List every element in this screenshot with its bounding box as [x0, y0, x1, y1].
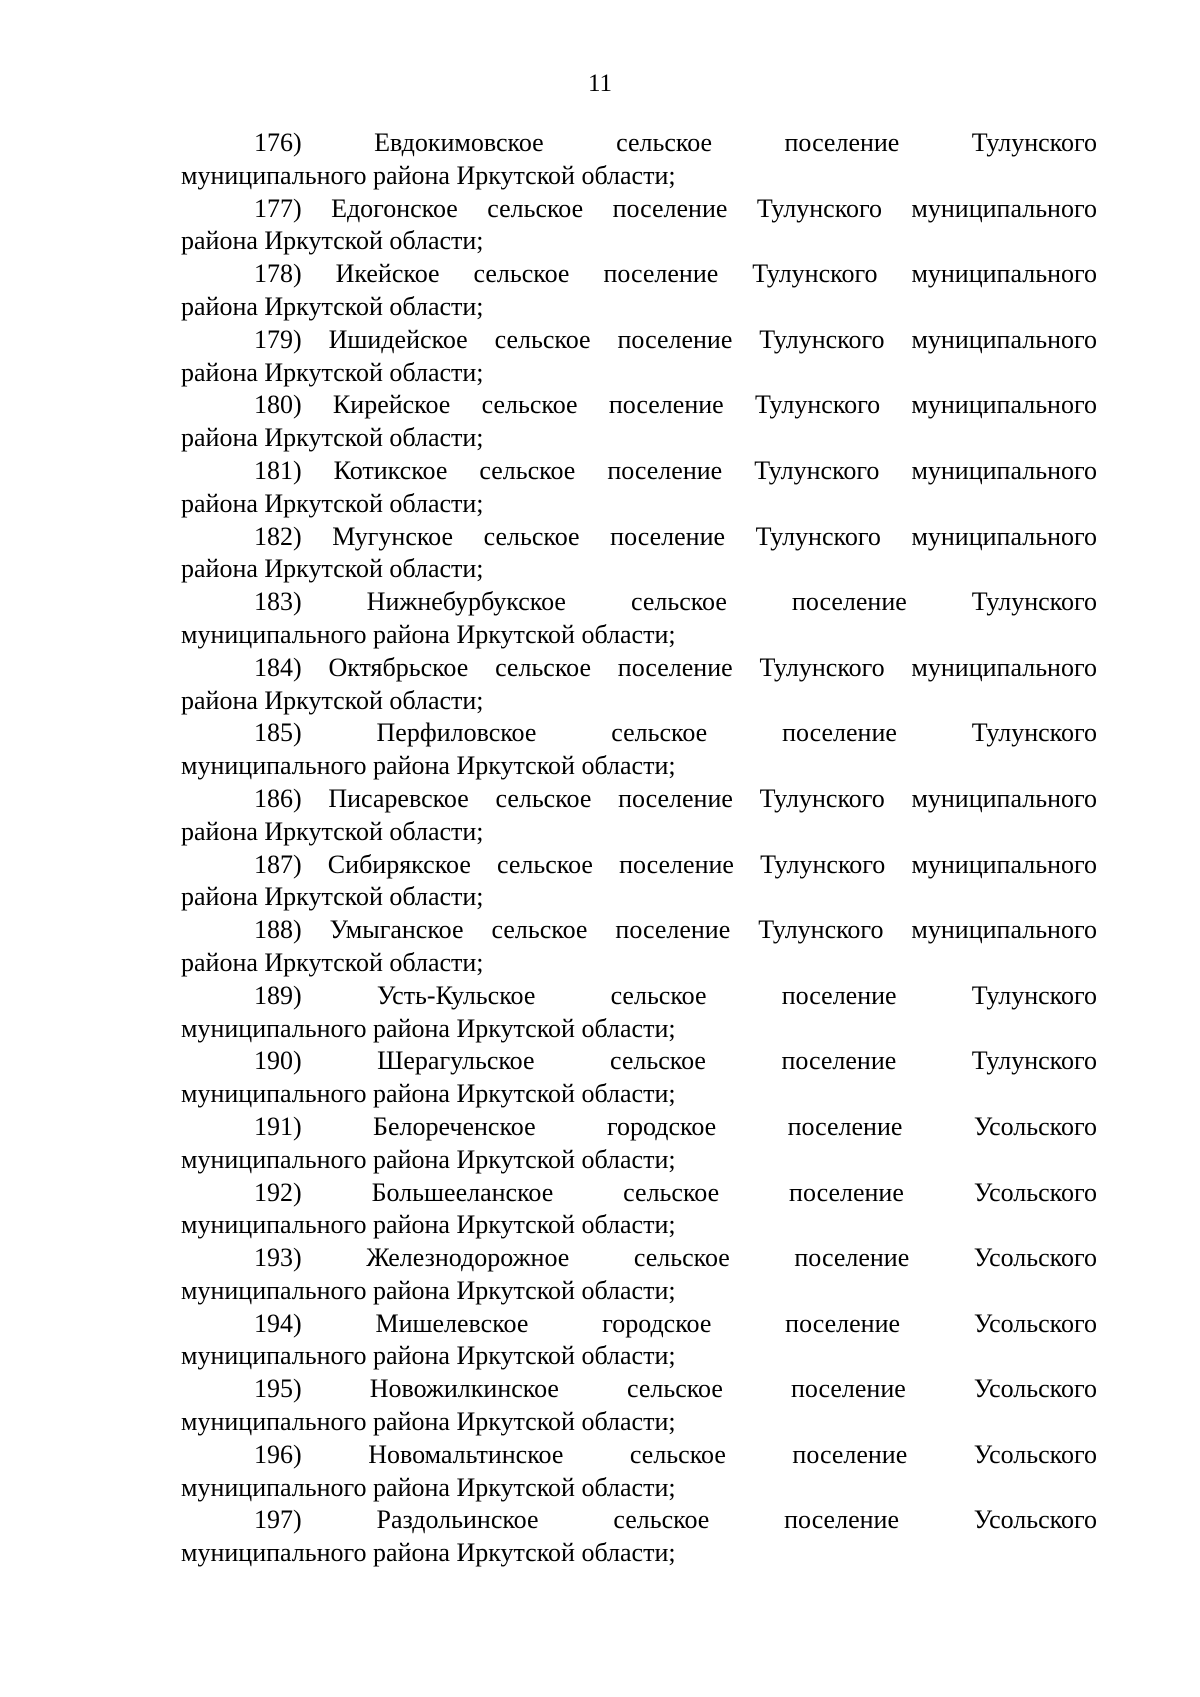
list-item-first-line: 186) Писаревское сельское поселение Тулунского муниципального: [254, 783, 1097, 813]
list-item-first-line: 196) Новомальтинское сельское поселение Усольского: [254, 1439, 1097, 1469]
list-item-first-line: 185) Перфиловское сельское поселение Тулунского: [254, 718, 1097, 748]
list-item-continuation: муниципального района Иркутской области;: [181, 1538, 676, 1568]
list-item-continuation: района Иркутской области;: [181, 882, 484, 912]
list-item: [181, 258, 1097, 324]
list-item-continuation: муниципального района Иркутской области;: [181, 1079, 676, 1109]
list-item-first-line: 193) Железнодорожное сельское поселение Усольского: [254, 1243, 1097, 1273]
list-item-first-line: 191) Белореченское городское поселение Усольского: [254, 1111, 1097, 1141]
list-item-continuation: муниципального района Иркутской области;: [181, 1407, 676, 1437]
list-item: [181, 717, 1097, 783]
list-item-continuation: района Иркутской области;: [181, 488, 484, 518]
list-item: [181, 783, 1097, 849]
list-item-first-line: 192) Большееланское сельское поселение Усольского: [254, 1177, 1097, 1207]
list-item-continuation: района Иркутской области;: [181, 554, 484, 584]
list-item-first-line: 190) Шерагульское сельское поселение Тулунского: [254, 1046, 1097, 1076]
list-item-continuation: района Иркутской области;: [181, 423, 484, 453]
list-item-continuation: района Иркутской области;: [181, 357, 484, 387]
page-number: 11: [587, 70, 613, 97]
list-item-first-line: 194) Мишелевское городское поселение Усольского: [254, 1308, 1097, 1338]
list-item: [181, 324, 1097, 390]
list-item: [181, 1373, 1097, 1439]
list-item-continuation: муниципального района Иркутской области;: [181, 1472, 676, 1502]
list-item-first-line: 195) Новожилкинское сельское поселение Усольского: [254, 1374, 1097, 1404]
list-item-continuation: муниципального района Иркутской области;: [181, 1144, 676, 1174]
list-item: [181, 521, 1097, 587]
list-item-first-line: 188) Умыганское сельское поселение Тулунского муниципального: [254, 915, 1097, 945]
list-item: [181, 1308, 1097, 1374]
list-item-first-line: 197) Раздольинское сельское поселение Усольского: [254, 1505, 1097, 1535]
list-item-first-line: 182) Мугунское сельское поселение Тулунского муниципального: [254, 521, 1097, 551]
list-item: [181, 586, 1097, 652]
list-item-first-line: 179) Ишидейское сельское поселение Тулунского муниципального: [254, 324, 1097, 354]
list-item: [181, 127, 1097, 193]
list-item-first-line: 180) Кирейское сельское поселение Тулунского муниципального: [254, 390, 1097, 420]
list-item-first-line: 177) Едогонское сельское поселение Тулунского муниципального: [254, 193, 1097, 223]
list-item-first-line: 187) Сибирякское сельское поселение Тулунского муниципального: [254, 849, 1097, 879]
list-item: [181, 980, 1097, 1046]
list-item-first-line: 176) Евдокимовское сельское поселение Тулунского: [254, 128, 1097, 157]
list-item-continuation: муниципального района Иркутской области;: [181, 160, 676, 190]
list-item: [181, 1504, 1097, 1570]
settlement-list: [181, 127, 1097, 1570]
list-item: [181, 389, 1097, 455]
list-item: [181, 1045, 1097, 1111]
list-item: [181, 652, 1097, 718]
list-item: [181, 1439, 1097, 1505]
list-item-continuation: муниципального района Иркутской области;: [181, 1275, 676, 1305]
list-item: [181, 849, 1097, 915]
list-item-continuation: муниципального района Иркутской области;: [181, 1210, 676, 1240]
list-item-continuation: района Иркутской области;: [181, 816, 484, 846]
list-item-first-line: 189) Усть-Кульское сельское поселение Тулунского: [254, 980, 1097, 1010]
list-item-continuation: района Иркутской области;: [181, 291, 484, 321]
list-item: [181, 1111, 1097, 1177]
list-item-continuation: муниципального района Иркутской области;: [181, 751, 676, 781]
list-item: [181, 914, 1097, 980]
list-item-continuation: района Иркутской области;: [181, 226, 484, 256]
list-item-first-line: 183) Нижнебурбукское сельское поселение Тулунского: [254, 587, 1097, 617]
list-item: [181, 455, 1097, 521]
list-item-first-line: 181) Котикское сельское поселение Тулунского муниципального: [254, 455, 1097, 485]
list-item-continuation: муниципального района Иркутской области;: [181, 1013, 676, 1043]
list-item: [181, 1177, 1097, 1243]
list-item-continuation: района Иркутской области;: [181, 947, 484, 977]
list-item: [181, 1242, 1097, 1308]
list-item-continuation: района Иркутской области;: [181, 685, 484, 715]
list-item-first-line: 184) Октябрьское сельское поселение Тулунского муниципального: [254, 652, 1097, 682]
list-item: [181, 193, 1097, 259]
list-item-first-line: 178) Икейское сельское поселение Тулунского муниципального: [254, 259, 1097, 289]
list-item-continuation: муниципального района Иркутской области;: [181, 1341, 676, 1371]
list-item-continuation: муниципального района Иркутской области;: [181, 619, 676, 649]
